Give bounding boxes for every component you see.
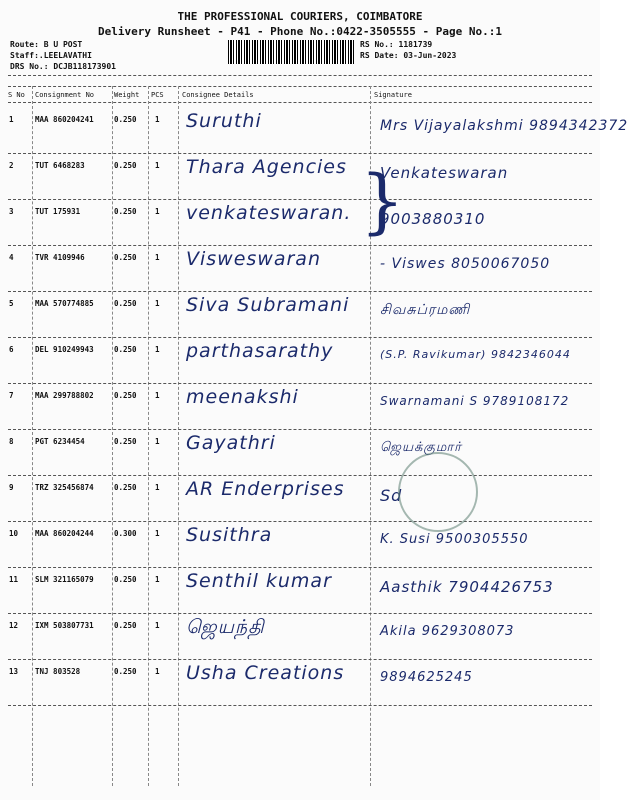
divider [8,102,592,103]
consignee-handwriting: Siva Subramani [186,294,350,316]
consignee-handwriting: Senthil kumar [186,570,332,592]
runsheet-subtitle: Delivery Runsheet - P41 - Phone No.:0422-3505555 - Page No.:1 [98,25,502,38]
cell-weight: 0.250 [114,575,137,584]
cell-sno: 11 [9,575,19,584]
cell-pcs: 1 [155,667,160,676]
signature-handwriting: - Viswes 8050067050 [380,256,551,272]
consignee-handwriting: Suruthi [186,110,262,132]
table-row [0,522,600,568]
cell-pcs: 1 [155,161,160,170]
table-row [0,154,600,200]
rs-date: RS Date: 03-Jun-2023 [360,51,457,60]
drs-number: DRS No.: DCJB118173901 [10,62,116,71]
company-title: THE PROFESSIONAL COURIERS, COIMBATORE [177,10,423,23]
table-row [0,568,600,614]
cell-pcs: 1 [155,391,160,400]
table-row [0,614,600,660]
consignee-handwriting: Visweswaran [186,248,321,270]
consignee-handwriting: Usha Creations [186,662,345,684]
barcode [228,40,354,64]
cell-sno: 10 [9,529,19,538]
cell-weight: 0.250 [114,667,137,676]
bracket-mark: } [360,160,405,242]
signature-handwriting: Sd [380,486,403,505]
cell-pcs: 1 [155,299,160,308]
cell-consignment: MAA 570774885 [35,299,94,308]
col-consignee: Consignee Details [182,91,254,99]
cell-consignment: TNJ 803528 [35,667,81,676]
cell-weight: 0.250 [114,115,137,124]
consignee-handwriting: ஜெயந்தி [186,616,265,638]
cell-pcs: 1 [155,575,160,584]
table-row [0,476,600,522]
cell-weight: 0.250 [114,437,137,446]
col-signature: Signature [374,91,412,99]
route-label: Route: B U POST [10,40,83,49]
cell-sno: 1 [9,115,14,124]
cell-weight: 0.250 [114,483,137,492]
table-row [0,384,600,430]
row-divider [8,705,592,706]
table-row [0,430,600,476]
cell-weight: 0.250 [114,207,137,216]
table-row [0,660,600,706]
cell-pcs: 1 [155,345,160,354]
cell-sno: 8 [9,437,14,446]
consignee-handwriting: Thara Agencies [186,156,347,178]
signature-handwriting: Akila 9629308073 [380,624,515,639]
divider [8,75,592,76]
cell-sno: 9 [9,483,14,492]
cell-consignment: TUT 6468283 [35,161,85,170]
consignee-handwriting: AR Enderprises [186,478,345,500]
col-consignment: Consignment No [35,91,95,99]
cell-pcs: 1 [155,483,160,492]
signature-handwriting: K. Susi 9500305550 [380,532,529,547]
rs-number: RS No.: 1181739 [360,40,433,49]
cell-consignment: TRZ 325456874 [35,483,94,492]
cell-sno: 5 [9,299,14,308]
cell-sno: 13 [9,667,19,676]
divider [8,86,592,87]
cell-weight: 0.250 [114,253,137,262]
cell-consignment: TVR 4109946 [35,253,85,262]
signature-handwriting: 9894625245 [380,670,473,685]
cell-weight: 0.300 [114,529,137,538]
signature-handwriting: Venkateswaran [380,164,509,182]
cell-sno: 12 [9,621,19,630]
cell-pcs: 1 [155,437,160,446]
cell-sno: 4 [9,253,14,262]
cell-consignment: MAA 299788802 [35,391,94,400]
table-row [0,338,600,384]
signature-handwriting: Aasthik 7904426753 [380,578,554,596]
table-row [0,246,600,292]
cell-weight: 0.250 [114,621,137,630]
cell-weight: 0.250 [114,391,137,400]
cell-pcs: 1 [155,253,160,262]
delivery-stamp [398,452,478,532]
table-row [0,108,628,154]
cell-pcs: 1 [155,207,160,216]
signature-handwriting: Mrs Vijayalakshmi 9894342372 [380,118,628,134]
table-row [0,200,600,246]
staff-label: Staff:.LEELAVATHI [10,51,92,60]
cell-weight: 0.250 [114,299,137,308]
cell-sno: 6 [9,345,14,354]
signature-handwriting: (S.P. Ravikumar) 9842346044 [380,348,571,361]
signature-handwriting: சிவசுப்ரமணி [380,302,471,318]
cell-weight: 0.250 [114,161,137,170]
consignee-handwriting: parthasarathy [186,340,334,362]
cell-consignment: PGT 6234454 [35,437,85,446]
signature-handwriting: 9003880310 [380,210,486,228]
cell-sno: 3 [9,207,14,216]
consignee-handwriting: venkateswaran. [186,202,352,224]
table-row [0,292,600,338]
cell-weight: 0.250 [114,345,137,354]
col-weight: Weight [114,91,140,99]
consignee-handwriting: Gayathri [186,432,276,454]
cell-pcs: 1 [155,529,160,538]
cell-consignment: IXM 503807731 [35,621,94,630]
cell-sno: 2 [9,161,14,170]
cell-pcs: 1 [155,115,160,124]
cell-consignment: MAA 860204244 [35,529,94,538]
cell-pcs: 1 [155,621,160,630]
signature-handwriting: ஜெயக்குமார் [380,440,462,455]
consignee-handwriting: meenakshi [186,386,299,408]
cell-consignment: MAA 860204241 [35,115,94,124]
col-pcs: PCS [151,91,164,99]
col-sno: S No [8,91,25,99]
consignee-handwriting: Susithra [186,524,273,546]
cell-consignment: TUT 175931 [35,207,81,216]
cell-consignment: DEL 910249943 [35,345,94,354]
cell-consignment: SLM 321165079 [35,575,94,584]
cell-sno: 7 [9,391,14,400]
signature-handwriting: Swarnamani S 9789108172 [380,394,570,408]
